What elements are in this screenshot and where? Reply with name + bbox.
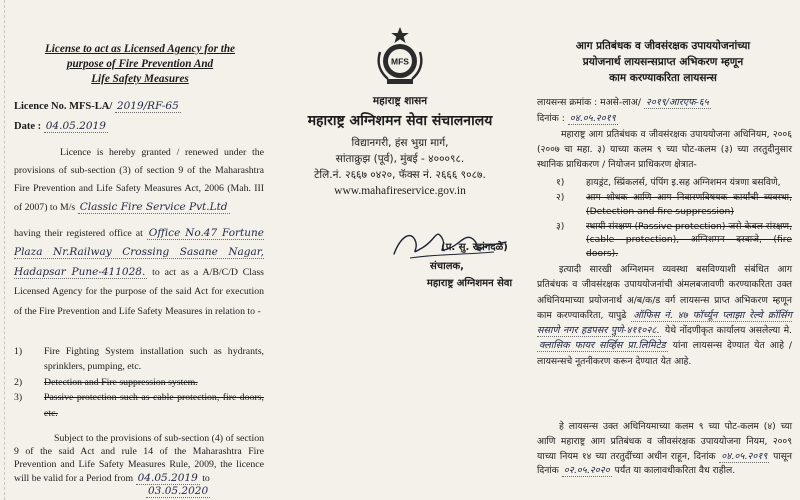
government-name: महाराष्ट्र शासन — [372, 95, 428, 107]
item-text-struck: आग शोधक आणि आग निवारणविषयक कार्यांची व्यवस्था, (Detection and fire suppression) — [586, 192, 792, 217]
marathi-grant-text-d: यांना लायसन्स देण्यात येत आहे / लायसन्सचे नूतनीकरण करून देण्यात येत आहे. — [537, 340, 792, 367]
english-title-line: License to act as Licensed Agency for the — [44, 43, 236, 55]
marathi-office-address: ऑफिस नं. ४७ फॉर्च्यून प्लाझा रेल्वे क्रॉसिंग ससाणे नगर हडपसर पुणे-४११०२८. — [537, 309, 792, 337]
list-item — [556, 191, 792, 218]
list-item — [14, 344, 264, 375]
english-validity-paragraph — [14, 432, 264, 498]
marathi-valid-to: ०२.०५.२०२० — [563, 465, 610, 477]
item-text-struck: स्थायी संरक्षण (Passive protection) जसे केबल संरक्षण, (cable protection), अग्निशमन दरवाजे, (fire doors). — [586, 220, 792, 259]
marathi-title — [535, 38, 791, 86]
marathi-validity-text-b: पासून दिनांक — [537, 450, 793, 477]
valid-to-date: 03.05.2020 — [148, 484, 209, 497]
department-name: महाराष्ट्र अग्निशमन सेवा संचालनालय — [307, 113, 493, 129]
item-number: 1) — [14, 346, 23, 357]
agency-name: Classic Fire Service Pvt.Ltd — [79, 201, 228, 213]
website: www.mahafireservice.gov.in — [334, 185, 466, 197]
marathi-date — [537, 111, 618, 124]
marathi-title-line: आग प्रतिबंधक व जीवसंरक्षक उपाययोजनांच्या — [575, 40, 751, 52]
marathi-grant-text-b: वर्ग लायसन्स प्राप्त अभिकरण म्हणून काम करण्याकरिता, यापुढे — [537, 294, 793, 321]
address-line-2: सांताक्रुझ (पूर्व), मुंबई - ४०००९८. — [335, 153, 465, 165]
english-date — [14, 120, 108, 132]
valid-from-date: 04.05.2019 — [137, 471, 198, 484]
marathi-agency-class: अ/ब/क/ड — [626, 294, 661, 306]
marathi-intro-paragraph: महाराष्ट्र आग प्रतिबंधक व जीवसंरक्षक उपाययोजना अधिनियम, २००६ (२००७ चा महा. ३) याच्या कलम ९ च्या पोट-कलम (३) च्या तरतुदीनुसार स्थानिक प्राधिकरण / नियोजन प्राधिकरण क्षेत्रात- — [537, 129, 792, 170]
item-text: हायड्रंट, स्प्रिंकलर्स, पंपिंग इ.सह अग्निशमन यंत्रणा बसविणे, — [586, 177, 781, 188]
english-grant-paragraph — [14, 144, 264, 217]
agency-class: A/B/C/D — [202, 266, 238, 278]
date-value: 04.05.2019 — [45, 120, 106, 132]
emblem-star — [391, 27, 409, 43]
list-item — [14, 390, 264, 421]
perforation-edge — [4, 0, 5, 500]
item-number: 3) — [14, 392, 23, 404]
marathi-valid-from: ०४.०५.२०१९ — [721, 450, 768, 462]
marathi-agency-name: क्लासिक फायर सर्व्हिस प्रा.लिमिटेड — [539, 340, 666, 352]
marathi-grant-text-a: इत्यादी सारखी अग्निशमन व्यवस्था बसविण्याशी संबंधित आग प्रतिबंधक व जीवसंरक्षक उपाययोजनांची अंमलबजावणी करण्याकरिता उक्त अधिनियमाच्या प्रयोजनार्थ — [537, 264, 792, 306]
to-word: to — [202, 472, 210, 484]
item-number: ३) — [556, 220, 565, 232]
english-title — [16, 42, 264, 87]
english-office-paragraph — [14, 224, 264, 321]
office-lead-text: having their registered office at — [14, 228, 143, 239]
item-text-struck: Passive protection such as cable protection, fire doors, etc. — [44, 392, 264, 419]
item-number: १) — [556, 177, 565, 188]
signatory-organisation: महाराष्ट्र अग्निशमन सेवा — [426, 278, 513, 289]
marathi-licence-value: २०१९/आरएफ-६५ — [645, 97, 709, 108]
marathi-scope-list — [556, 176, 792, 262]
item-text-struck: Detection and Fire suppression system. — [44, 376, 198, 388]
marathi-validity-paragraph — [537, 420, 792, 479]
english-title-line: Life Safety Measures — [91, 73, 189, 85]
signatory-title: संचालक, — [430, 261, 464, 272]
item-text: Fire Fighting System installation such as hydrants, sprinklers, pumping, etc. — [44, 346, 264, 373]
date-label: Date : — [14, 121, 42, 132]
english-scope-list — [14, 344, 264, 421]
address-line-1: विद्यानगरी, हंस भुग्रा मार्ग, — [351, 137, 449, 149]
marathi-licence-number — [537, 95, 711, 108]
english-licence-number — [14, 100, 181, 112]
marathi-validity-text-c: पर्यंत या कालावधीकरिता वैध राहील. — [614, 465, 736, 477]
marathi-title-line: काम करण्याकरिता लायसन्स — [609, 72, 717, 84]
emblem-lettering: MFS — [391, 56, 409, 67]
office-rest-text: Class Licensed Agency for the purpose of the said Act for execution of the Fire Prevention and Life Safety Measures in relation to - — [14, 266, 264, 317]
english-title-line: purpose of Fire Prevention And — [66, 58, 214, 70]
marathi-date-value: ०४.०५.२०१९ — [569, 113, 616, 124]
marathi-grant-paragraph — [537, 262, 792, 369]
signature-stroke — [394, 234, 506, 254]
marathi-date-label: दिनांक : — [537, 113, 565, 124]
office-address: Office No.47 Fortune Plaza Nr.Railway Crossing Sasane Nagar, Hadapsar Pune-411028. — [14, 227, 265, 278]
signature-block — [390, 222, 535, 296]
marathi-grant-text-c: येथे नोंदणीकृत कार्यालय असलेल्या मे. — [664, 325, 792, 337]
item-number: २) — [556, 192, 565, 203]
valid-to-line — [146, 485, 264, 498]
list-item — [14, 375, 264, 390]
office-tail-text: to act as a — [152, 266, 199, 278]
licence-number-label: Licence No. MFS-LA/ — [14, 101, 113, 112]
licence-number-value: 2019/RF-65 — [116, 100, 179, 112]
emblem-ribbon — [387, 79, 413, 84]
phone-fax-line: टेलि.नं. २६६७ ०४२०, फॅक्स नं. २६६६ ९०८७. — [314, 169, 486, 181]
marathi-validity-text-a: हे लायसन्स उक्त अधिनियमाच्या कलम ९ च्या पोट-कलम (४) च्या आणि महाराष्ट्र आग प्रतिबंधक व जीवसंरक्षक उपाययोजना नियम, २००९ याच्या नियम १४ च्या तरतुदींच्या अधीन राहून, दिनांक — [537, 421, 792, 462]
validity-text: Subject to the provisions of sub-section (4) of section 9 of the said Act and rule 14 of the Maharashtra Fire Prevention and Life Safety Measures Rule, 2009, the licence will be valid for a Period from — [14, 433, 264, 484]
marathi-title-line: प्रयोजनार्थ लायसन्सप्राप्त अभिकरण म्हणून — [582, 56, 744, 68]
grant-text: Licence is hereby granted / renewed under the provisions of sub-section (3) of section 9 of the Maharashtra Fire Prevention and Life Safety Measures Act, 2006 (Mah. III of 2007) to M/s — [14, 147, 264, 213]
list-item — [556, 220, 792, 261]
list-item — [556, 176, 792, 190]
marathi-licence-label: लायसन्स क्रमांक : मअसे-लाअ/ — [537, 97, 641, 108]
mfs-emblem-icon — [373, 26, 427, 86]
signatory-name: (प्र. सु. रहांगदळे) — [441, 242, 508, 253]
item-number: 2) — [14, 376, 23, 388]
